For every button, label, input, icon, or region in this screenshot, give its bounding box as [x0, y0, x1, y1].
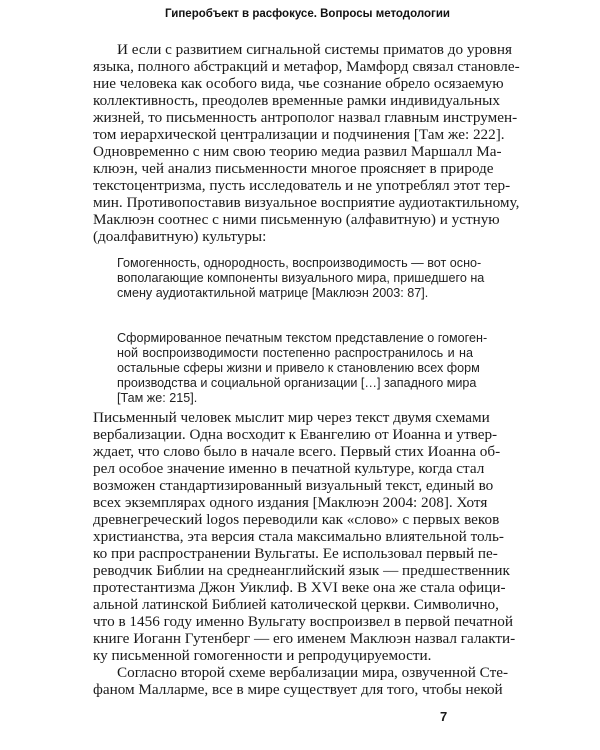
block-quote-line: вополагающие компоненты визуального мира, пришедшего на: [117, 271, 485, 285]
body-text-line: книге Иоганн Гутенберг — его именем Маклюэн назвал галакти-: [93, 630, 516, 647]
body-text-line: рел особое значение именно в печатной культуре, когда стал: [93, 460, 485, 477]
body-text-line: текстоцентризма, пусть исследователь и не употреблял этот тер-: [93, 177, 511, 194]
body-text-line: том иерархической централизации и подчинения [Там же: 222].: [93, 126, 505, 143]
body-text-line: фаном Малларме, все в мире существует для того, чтобы некой: [93, 681, 503, 698]
body-text-line: (доалфавитную) культуры:: [93, 228, 267, 245]
body-text-line: вербализации. Одна восходит к Евангелию от Иоанна и утвер-: [93, 426, 498, 443]
block-quote-line: [Там же: 215].: [117, 391, 198, 405]
block-quote-line: остальные сферы жизни и привело к становлению всех форм: [117, 361, 480, 375]
body-text-line: мин. Противопоставив визуальное восприятие аудиотактильному,: [93, 194, 520, 211]
body-text-line: древнегреческий logos переводили как «слово» с первых веков: [93, 511, 500, 528]
body-text-line: И если с развитием сигнальной системы приматов до уровня: [117, 41, 512, 58]
block-quote-line: Сформированное печатным текстом представление о гомоген-: [117, 331, 488, 345]
body-text-line: всех экземплярах одного издания [Маклюэн 2004: 208]. Хотя: [93, 494, 488, 511]
body-text-line: христианства, эта версия стала максимально влиятельной толь-: [93, 528, 504, 545]
body-text-line: ние человека как особого вида, чье сознание обрело осязаемую: [93, 75, 504, 92]
body-text-line: языка, полного абстракций и метафор, Мамфорд связал становле-: [93, 58, 520, 75]
body-text-line: Маклюэн соотнес с ними письменную (алфавитную) и устную: [93, 211, 500, 228]
block-quote-line: Гомогенность, однородность, воспроизводимость — вот осно-: [117, 256, 482, 270]
running-head: Гиперобъект в расфокусе. Вопросы методологии: [165, 8, 450, 20]
body-text-line: жизней, то письменность антрополог назвал главным инструмен-: [93, 109, 518, 126]
body-text-line: реводчик Библии на среднеанглийский язык — предшественник: [93, 562, 510, 579]
body-text-line: клюэн, чей анализ письменности многое проясняет в природе: [93, 160, 494, 177]
body-text-line: коллективность, преодолев временные рамки индивидуальных: [93, 92, 500, 109]
block-quote-line: ной воспроизводимости постепенно распространилось и на: [117, 346, 473, 360]
block-quote-line: смену аудиотактильной матрице [Маклюэн 2003: 87].: [117, 286, 429, 300]
body-text-line: что в 1456 году именно Вульгату воспроизвел в первой печатной: [93, 613, 514, 630]
body-text-line: альной латинской Библией католической церкви. Символично,: [93, 596, 499, 613]
body-text-line: возможен стандартизированный визуальный текст, единый во: [93, 477, 494, 494]
page-number: 7: [440, 709, 448, 724]
body-text-line: Одновременно с ним свою теорию медиа развил Маршалл Ма-: [93, 143, 502, 160]
body-text-line: протестантизма Джон Уиклиф. В XVI веке она же стала офици-: [93, 579, 506, 596]
body-text-line: ко при распространении Вульгаты. Ее использовал первый пе-: [93, 545, 498, 562]
body-text-line: ждает, что слово было в начале всего. Первый стих Иоанна об-: [93, 443, 501, 460]
block-quote-line: производства и социальной организации […] западного мира: [117, 376, 477, 390]
body-text-line: Согласно второй схеме вербализации мира, озвученной Сте-: [117, 664, 509, 681]
body-text-line: ку письменной гомогенности и репродуцируемости.: [93, 647, 432, 664]
body-text-line: Письменный человек мыслит мир через текст двумя схемами: [93, 409, 490, 426]
